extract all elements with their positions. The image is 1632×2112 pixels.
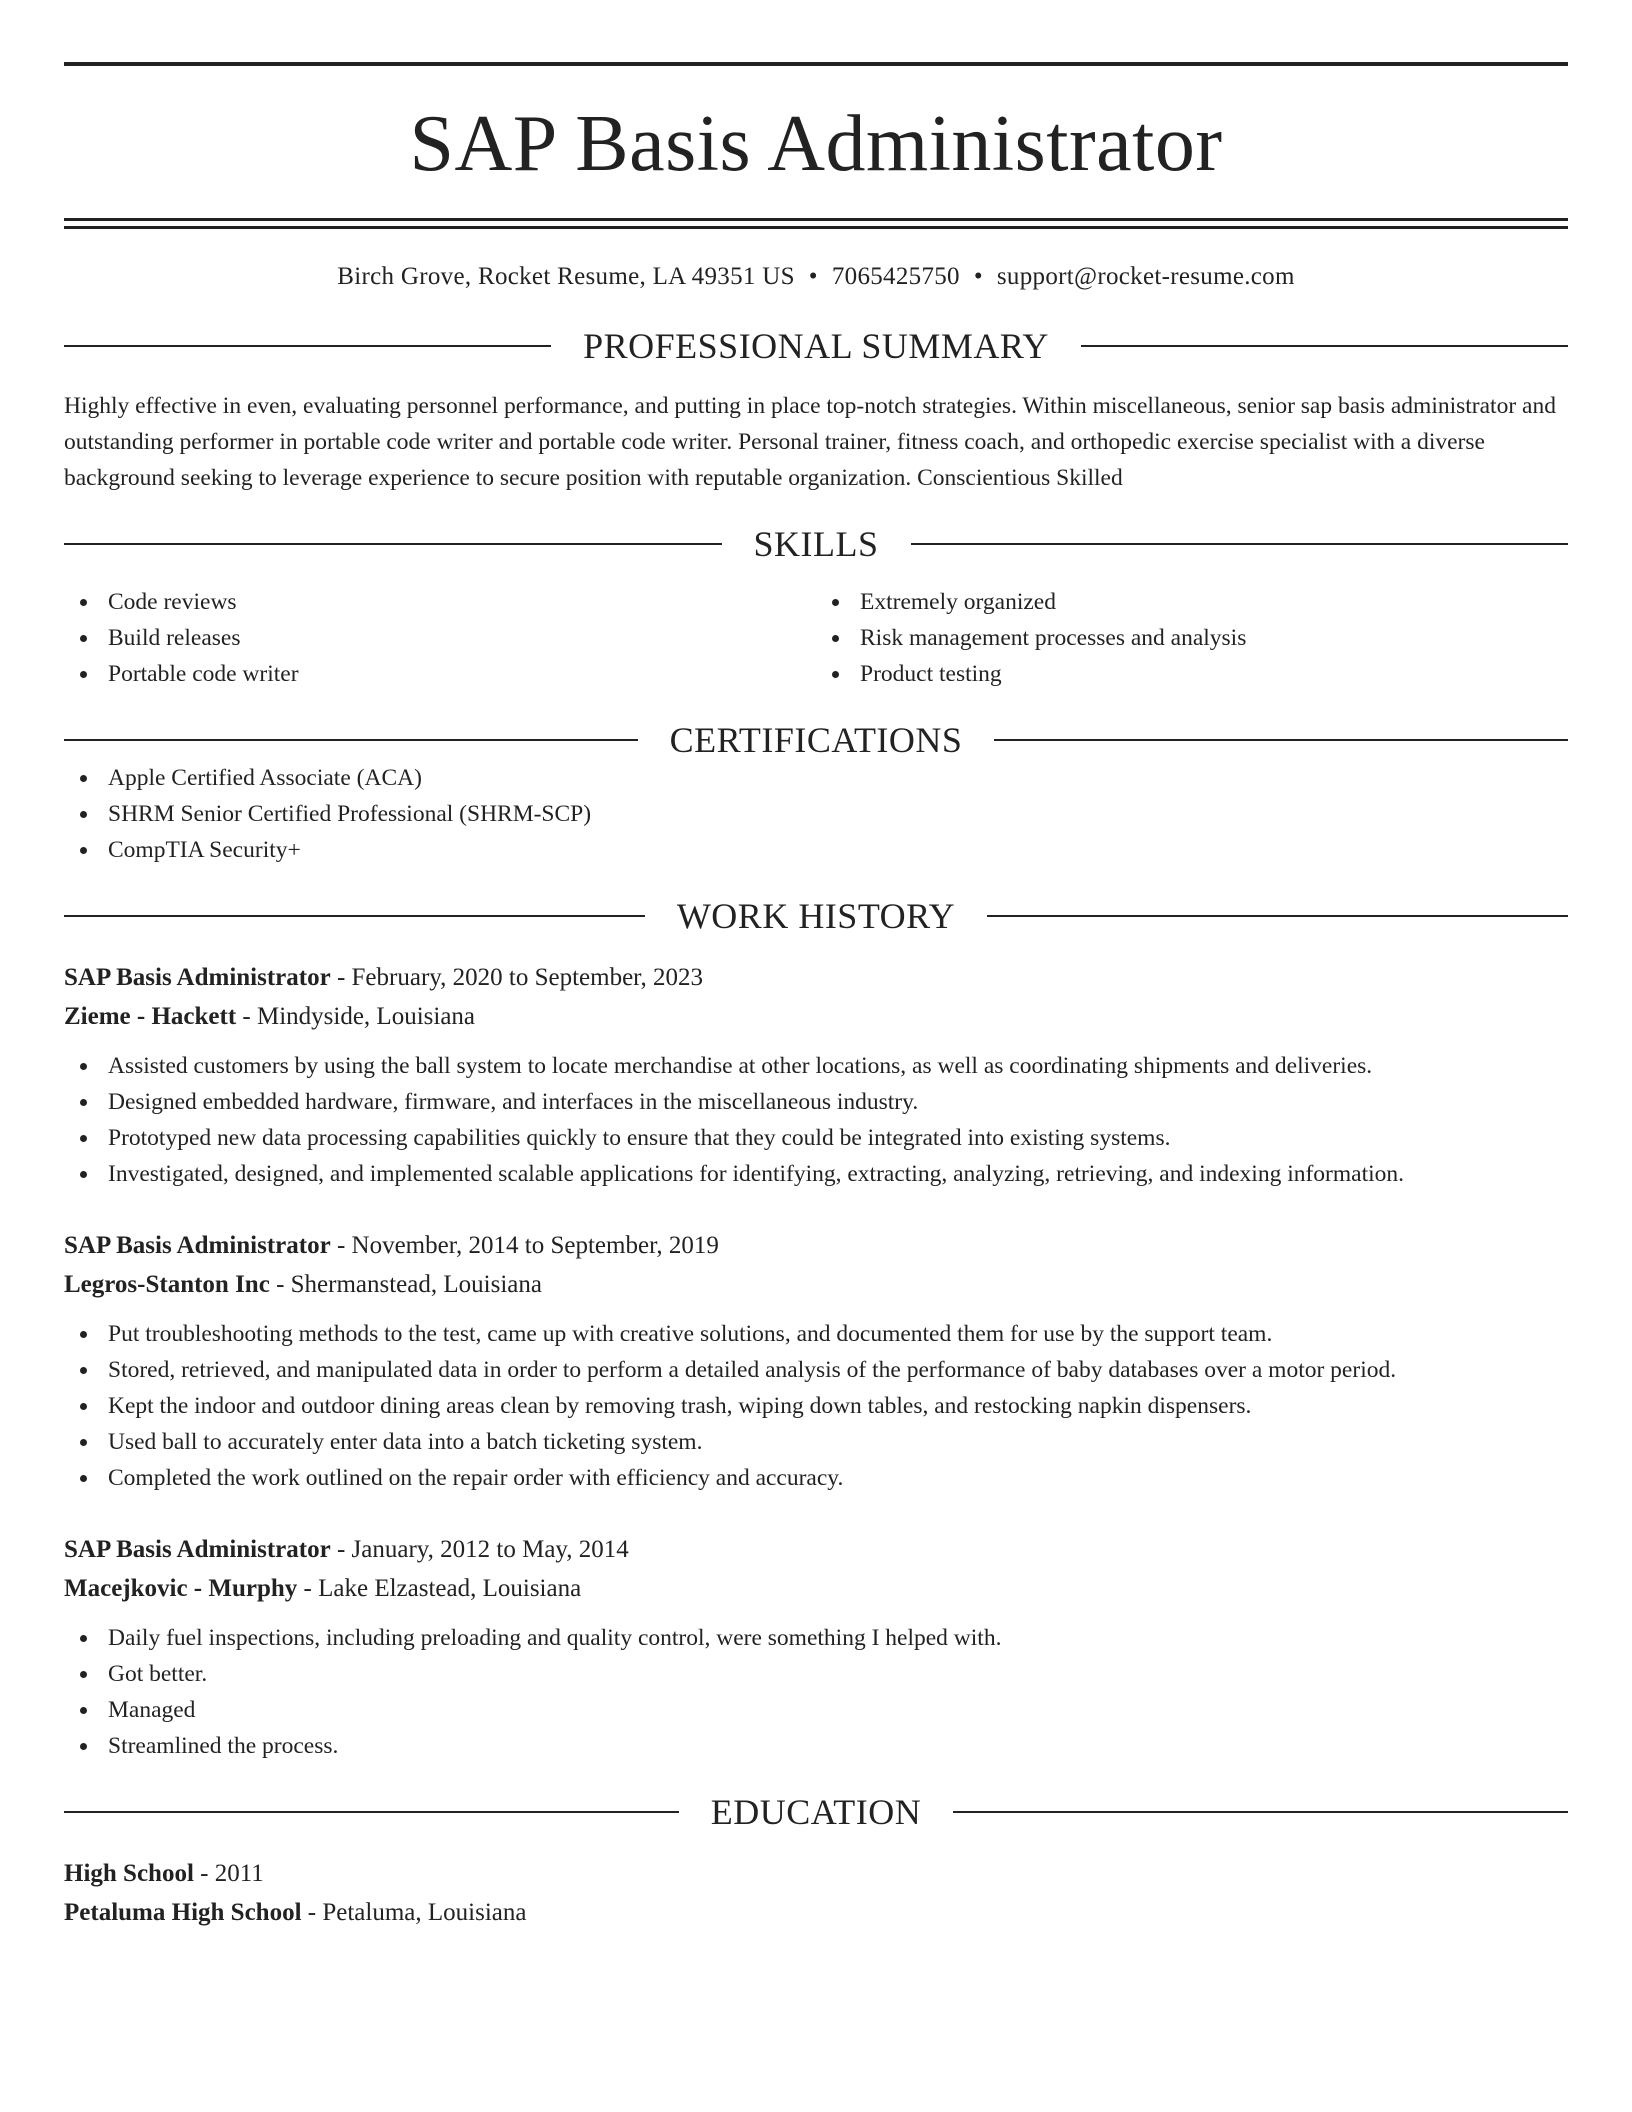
top-rule (64, 62, 1568, 66)
section-header-summary (64, 326, 1568, 366)
job-dates: - November, 2014 to September, 2019 (330, 1232, 719, 1259)
job-entry (64, 1530, 1568, 1764)
contact-separator: • (808, 263, 818, 290)
certifications-list (64, 760, 1568, 868)
job-duty-item: Daily fuel inspections, including preloading and quality control, were something I helped with. (64, 1620, 1568, 1656)
section-rule (987, 915, 1568, 917)
job-entry (64, 1226, 1568, 1496)
section-title-certifications: CERTIFICATIONS (669, 720, 963, 760)
certification-item: Apple Certified Associate (ACA) (64, 760, 1568, 796)
section-header-certifications (64, 720, 1568, 760)
education-school-line (64, 1893, 1568, 1932)
section-rule (64, 739, 638, 741)
section-header-education (64, 1792, 1568, 1832)
job-duty-item: Streamlined the process. (64, 1728, 1568, 1764)
section-rule (911, 543, 1569, 545)
job-company: Macejkovic - Murphy (64, 1575, 298, 1602)
job-duties-list (64, 1316, 1568, 1496)
job-duties-list (64, 1048, 1568, 1192)
job-location: - Mindyside, Louisiana (236, 1003, 476, 1030)
skills-column-right (816, 584, 1568, 692)
job-duty-item: Put troubleshooting methods to the test, came up with creative solutions, and documented them for use by the support team. (64, 1316, 1568, 1352)
education-entry (64, 1854, 1568, 1932)
skill-item: Risk management processes and analysis (816, 620, 1568, 656)
job-duty-item: Managed (64, 1692, 1568, 1728)
job-role: SAP Basis Administrator (64, 964, 331, 991)
contact-separator: • (973, 263, 983, 290)
job-duties-list (64, 1620, 1568, 1764)
section-title-summary: PROFESSIONAL SUMMARY (583, 326, 1049, 366)
section-rule (1081, 345, 1568, 347)
title-double-rule (64, 218, 1568, 229)
skill-item: Portable code writer (64, 656, 816, 692)
education-school: Petaluma High School (64, 1899, 302, 1926)
job-duty-item: Used ball to accurately enter data into a batch ticketing system. (64, 1424, 1568, 1460)
certification-item: SHRM Senior Certified Professional (SHRM-SCP) (64, 796, 1568, 832)
skill-item: Code reviews (64, 584, 816, 620)
contact-line (64, 262, 1568, 292)
section-rule (64, 915, 645, 917)
section-title-skills: SKILLS (753, 524, 879, 564)
skills-column-left (64, 584, 816, 692)
job-company-line (64, 1265, 1568, 1304)
job-duty-item: Completed the work outlined on the repair order with efficiency and accuracy. (64, 1460, 1568, 1496)
education-location: - Petaluma, Louisiana (301, 1899, 527, 1926)
job-duty-item: Designed embedded hardware, firmware, and interfaces in the miscellaneous industry. (64, 1084, 1568, 1120)
skills-list-left (64, 584, 816, 692)
job-role-line (64, 1226, 1568, 1265)
section-rule (64, 1811, 679, 1813)
section-rule (64, 543, 722, 545)
job-company: Legros-Stanton Inc (64, 1271, 270, 1298)
job-role-line (64, 1530, 1568, 1569)
job-role-line (64, 958, 1568, 997)
section-rule (953, 1811, 1568, 1813)
job-role: SAP Basis Administrator (64, 1232, 331, 1259)
section-header-skills (64, 524, 1568, 564)
job-dates: - January, 2012 to May, 2014 (330, 1536, 629, 1563)
skill-item: Build releases (64, 620, 816, 656)
job-duty-item: Investigated, designed, and implemented scalable applications for identifying, extracting, analyzing, retrieving, and indexing information. (64, 1156, 1568, 1192)
job-location: - Lake Elzastead, Louisiana (297, 1575, 582, 1602)
education-degree: High School (64, 1860, 194, 1887)
job-company-line (64, 1569, 1568, 1608)
section-title-education: EDUCATION (710, 1792, 922, 1832)
contact-email[interactable]: support@rocket-resume.com (996, 263, 1295, 290)
resume-title: SAP Basis Administrator (409, 100, 1223, 188)
job-duty-item: Assisted customers by using the ball system to locate merchandise at other locations, as well as coordinating shipments and deliveries. (64, 1048, 1568, 1084)
job-location: - Shermanstead, Louisiana (269, 1271, 542, 1298)
education-degree-line (64, 1854, 1568, 1893)
certification-item: CompTIA Security+ (64, 832, 1568, 868)
job-duty-item: Kept the indoor and outdoor dining areas clean by removing trash, wiping down tables, and restocking napkin dispensers. (64, 1388, 1568, 1424)
job-duty-item: Got better. (64, 1656, 1568, 1692)
section-rule (64, 345, 551, 347)
job-duty-item: Prototyped new data processing capabilities quickly to ensure that they could be integrated into existing systems. (64, 1120, 1568, 1156)
education-year: - 2011 (193, 1860, 264, 1887)
section-title-work-history: WORK HISTORY (676, 896, 956, 936)
skill-item: Product testing (816, 656, 1568, 692)
section-rule (994, 739, 1568, 741)
section-header-work-history (64, 896, 1568, 936)
job-company: Zieme - Hackett (64, 1003, 237, 1030)
skills-list-right (816, 584, 1568, 692)
job-company-line (64, 997, 1568, 1036)
contact-phone[interactable]: 7065425750 (831, 263, 960, 290)
job-entry (64, 958, 1568, 1192)
job-role: SAP Basis Administrator (64, 1536, 331, 1563)
contact-address: Birch Grove, Rocket Resume, LA 49351 US (337, 263, 795, 290)
job-dates: - February, 2020 to September, 2023 (330, 964, 704, 991)
skills-grid (64, 584, 1568, 692)
job-duty-item: Stored, retrieved, and manipulated data in order to perform a detailed analysis of the performance of baby databases over a motor period. (64, 1352, 1568, 1388)
skill-item: Extremely organized (816, 584, 1568, 620)
summary-text: Highly effective in even, evaluating personnel performance, and putting in place top-notch strategies. Within miscellaneous, senior sap basis administrator and outstanding performer in portable code writer and portable code writer. Personal trainer, fitness coach, and orthopedic exercise specialist with a diverse background seeking to leverage experience to secure position with reputable organization. Conscientious Skilled (64, 393, 1556, 491)
